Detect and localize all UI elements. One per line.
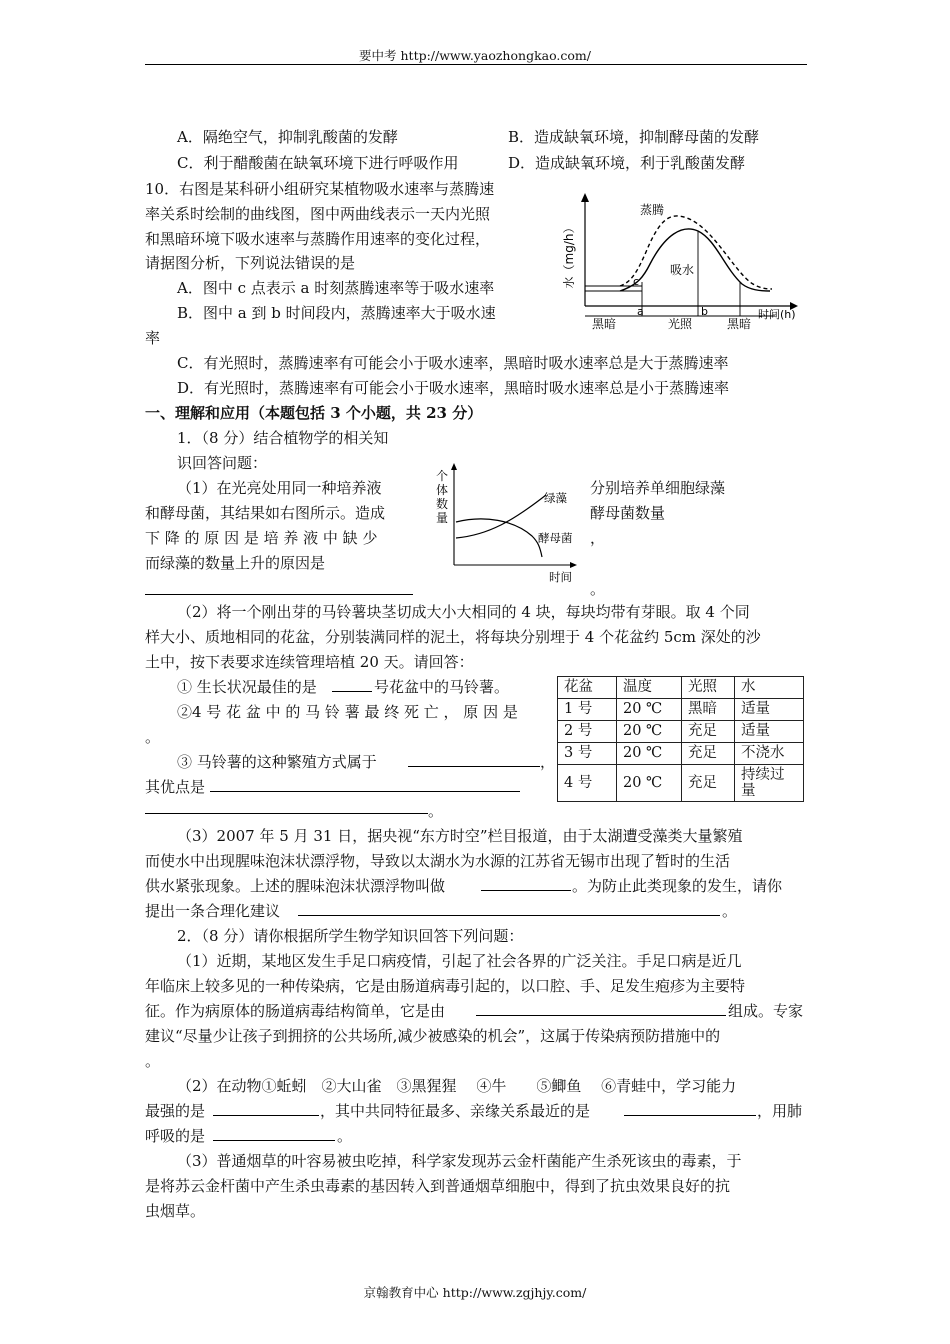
- yeast-curve: [456, 519, 542, 557]
- dark-period-2: 黑暗: [727, 317, 752, 331]
- q10-option-b-line2: 率: [145, 329, 161, 347]
- answer-blank-q3a: [408, 766, 540, 767]
- x-axis-label: 时间(h): [758, 308, 796, 321]
- p1-intro-line1: 1．（8 分）结合植物学的相关知: [177, 429, 389, 447]
- q9-option-b: B．造成缺氧环境，抑制酵母菌的发酵: [508, 128, 760, 146]
- table-row: [558, 721, 804, 743]
- table-cell: 充足: [682, 721, 735, 743]
- p1-s2-q3-comma: ，: [540, 753, 556, 771]
- table-cell: 1 号: [558, 699, 617, 721]
- answer-blank-q3b: [210, 791, 520, 792]
- transpiration-curve: [620, 216, 772, 289]
- x-axis-arrow: [570, 562, 577, 568]
- y-axis-label: 水（mg/h）: [562, 221, 576, 289]
- table-header-cell: 光照: [682, 677, 735, 699]
- p2-s2-line2a: 最强的是: [145, 1102, 206, 1120]
- point-b-label: b: [701, 305, 708, 318]
- p2-s1-line5: 。: [145, 1052, 161, 1070]
- q9-option-c: C．利于醋酸菌在缺氧环境下进行呼吸作用: [177, 154, 459, 172]
- algae-yeast-figure: [434, 460, 584, 585]
- p2-s1-line3b: 组成。专家: [728, 1002, 804, 1020]
- answer-blank-s1: [145, 594, 413, 595]
- p2-s1-line4: 建议“尽量少让孩子到拥挤的公共场所,减少被感染的机会”，这属于传染病预防措施中的: [145, 1027, 721, 1045]
- table-header-row: [558, 677, 804, 699]
- q10-option-c: C．有光照时，蒸腾速率有可能会小于吸水速率，黑暗时吸水速率总是大于蒸腾速率: [177, 354, 729, 372]
- algae-label: 绿藻: [544, 491, 567, 505]
- table-cell: 20 ℃: [617, 699, 682, 721]
- answer-blank-q3c: [145, 813, 428, 814]
- y-axis-arrow: [581, 193, 589, 202]
- q10-option-a: A．图中 c 点表示 a 时刻蒸腾速率等于吸水速率: [177, 279, 495, 297]
- table-cell: 充足: [682, 765, 735, 802]
- light-period: 光照: [668, 317, 693, 331]
- answer-blank-p2-s1: [476, 1015, 726, 1016]
- p1-s3-line3b: 。为防止此类现象的发生，请你: [572, 877, 783, 895]
- absorption-label: 吸水: [670, 263, 695, 277]
- table-cell: 充足: [682, 743, 735, 765]
- q10-stem-line4: 请据图分析，下列说法错误的是: [145, 254, 356, 272]
- answer-blank-s3a: [481, 890, 571, 891]
- answer-blank-s3b: [298, 915, 720, 916]
- p2-s2-line2b: ，其中共同特征最多、亲缘关系最近的是: [320, 1102, 591, 1120]
- yeast-label: 酵母菌: [538, 531, 573, 545]
- p1-s1-end: 。: [590, 580, 606, 598]
- p1-s2-q2: ②4 号 花 盆 中 的 马 铃 薯 最 终 死 亡 ， 原 因 是: [177, 703, 518, 721]
- p1-s3-line3a: 供水紧张现象。上述的腥味泡沫状漂浮物叫做: [145, 877, 446, 895]
- q9-option-a: A．隔绝空气，抑制乳酸菌的发酵: [177, 128, 398, 146]
- page-footer: 京翰教育中心 http://www.zgjhjy.com/: [363, 1285, 587, 1300]
- p1-s3-end: 。: [722, 902, 738, 920]
- table-cell: 20 ℃: [617, 721, 682, 743]
- page-header: 要中考 http://www.yaozhongkao.com/: [359, 48, 591, 63]
- p2-s3-line3: 虫烟草。: [145, 1202, 206, 1220]
- table-cell: 持续过量: [735, 765, 804, 802]
- q10-stem-line3: 和黑暗环境下吸水速率与蒸腾作用速率的变化过程，: [145, 230, 491, 248]
- p2-intro: 2．（8 分）请你根据所学生物学知识回答下列问题：: [177, 927, 524, 945]
- point-a-label: a: [637, 305, 644, 318]
- table-cell: 黑暗: [682, 699, 735, 721]
- table-header-cell: 花盆: [558, 677, 617, 699]
- p1-s2-q2-end: 。: [145, 728, 161, 746]
- table-cell: 2 号: [558, 721, 617, 743]
- p1-intro-line2: 识回答问题：: [177, 454, 268, 472]
- y-label-char-4: 量: [435, 511, 449, 525]
- table-cell: 20 ℃: [617, 765, 682, 802]
- q10-option-d: D．有光照时，蒸腾速率有可能会小于吸水速率，黑暗时吸水速率总是小于蒸腾速率: [177, 379, 730, 397]
- p2-s2-line3b: 。: [337, 1127, 353, 1145]
- p2-s1-line3a: 征。作为病原体的肠道病毒结构简单，它是由: [145, 1002, 446, 1020]
- p1-s2-line3: 土中，按下表要求连续管理培植 20 天。请回答：: [145, 653, 474, 671]
- table-cell: 4 号: [558, 765, 617, 802]
- p1-s1-line1: （1）在光亮处用同一种培养液: [177, 479, 382, 497]
- answer-blank-p2-s2c: [213, 1140, 335, 1141]
- y-label-char-1: 个: [435, 469, 449, 483]
- point-c-label: c: [633, 275, 640, 288]
- table-row: [558, 765, 804, 802]
- p1-s3-line4a: 提出一条合理化建议: [145, 902, 281, 920]
- time-label: 时间: [549, 570, 572, 584]
- p2-s1-line2: 年临床上较多见的一种传染病，它是由肠道病毒引起的，以口腔、手、足发生疱疹为主要特: [145, 977, 746, 995]
- p2-s2-line3a: 呼吸的是: [145, 1127, 206, 1145]
- p1-s1-line3: 下 降 的 原 因 是 培 养 液 中 缺 少: [145, 529, 378, 547]
- y-label-char-3: 数: [435, 497, 449, 511]
- header-rule: [145, 64, 807, 65]
- table-cell: 不浇水: [735, 743, 804, 765]
- table-row: [558, 743, 804, 765]
- p1-right-text-2: 酵母菌数量: [590, 504, 666, 522]
- table-cell: 适量: [735, 699, 804, 721]
- p2-s3-line2: 是将苏云金杆菌中产生杀虫毒素的基因转入到普通烟草细胞中，得到了抗虫效果良好的抗: [145, 1177, 731, 1195]
- p1-s2-q1b: 号花盆中的马铃薯。: [374, 678, 510, 696]
- water-transpiration-figure: [560, 190, 805, 335]
- table-row: [558, 699, 804, 721]
- p2-s3-line1: （3）普通烟草的叶容易被虫吃掉，科学家发现苏云金杆菌能产生杀死该虫的毒素，于: [177, 1152, 742, 1170]
- p2-s2-line2c: ，用肺: [757, 1102, 803, 1120]
- answer-blank-p2-s2b: [624, 1115, 756, 1116]
- table-header-cell: 水: [735, 677, 804, 699]
- p1-s3-line2: 而使水中出现腥味泡沫状漂浮物，导致以太湖水为水源的江苏省无锡市出现了暂时的生活: [145, 852, 731, 870]
- algae-curve: [456, 495, 546, 538]
- y-axis-arrow: [451, 463, 457, 470]
- p1-s2-line1: （2）将一个刚出芽的马铃薯块茎切成大小大相同的 4 块，每块均带有芽眼。取 4 个同: [177, 603, 750, 621]
- section-title: 一、理解和应用（本题包括 3 个小题，共 23 分）: [145, 404, 483, 422]
- p1-s1-line4: 而绿藻的数量上升的原因是: [145, 554, 326, 572]
- p1-s2-q3-end: 。: [428, 802, 444, 820]
- table-cell: 20 ℃: [617, 743, 682, 765]
- table-header-cell: 温度: [617, 677, 682, 699]
- p1-right-text-1: 分别培养单细胞绿藻: [590, 479, 726, 497]
- p1-s3-line1: （3）2007 年 5 月 31 日，据央视“东方时空”栏目报道，由于太湖遭受藻类大量繁殖: [177, 827, 743, 845]
- q10-option-b-line1: B．图中 a 到 b 时间段内，蒸腾速率大于吸水速: [177, 304, 496, 322]
- p1-s2-line2: 样大小、质地相同的花盆，分别装满同样的泥土，将每块分别埋于 4 个花盆约 5cm 深处的沙: [145, 628, 761, 646]
- table-cell: 3 号: [558, 743, 617, 765]
- dark-period-1: 黑暗: [592, 317, 617, 331]
- table-cell: 适量: [735, 721, 804, 743]
- p2-s1-line1: （1）近期，某地区发生手足口病疫情，引起了社会各界的广泛关注。手足口病是近几: [177, 952, 742, 970]
- transpiration-label: 蒸腾: [640, 203, 665, 217]
- q10-stem-line2: 率关系时绘制的曲线图，图中两曲线表示一天内光照: [145, 205, 491, 223]
- answer-blank-q1: [332, 691, 372, 692]
- p1-s2-q3b: 其优点是: [145, 778, 206, 796]
- flowerpot-table: [557, 676, 804, 802]
- p2-s2-line1: （2）在动物①蚯蚓 ②大山雀 ③黑猩猩 ④牛 ⑤鲫鱼 ⑥青蛙中，学习能力: [177, 1077, 737, 1095]
- p1-s2-q3a: ③ 马铃薯的这种繁殖方式属于: [177, 753, 377, 771]
- p1-right-comma: ，: [590, 529, 606, 547]
- answer-blank-p2-s2a: [213, 1115, 319, 1116]
- p1-s2-q1a: ① 生长状况最佳的是: [177, 678, 317, 696]
- q10-stem-line1: 10．右图是某科研小组研究某植物吸水速率与蒸腾速: [145, 180, 495, 198]
- p1-s1-line2: 和酵母菌，其结果如右图所示。造成: [145, 504, 386, 522]
- q9-option-d: D．造成缺氧环境，利于乳酸菌发酵: [508, 154, 746, 172]
- y-label-char-2: 体: [435, 483, 449, 497]
